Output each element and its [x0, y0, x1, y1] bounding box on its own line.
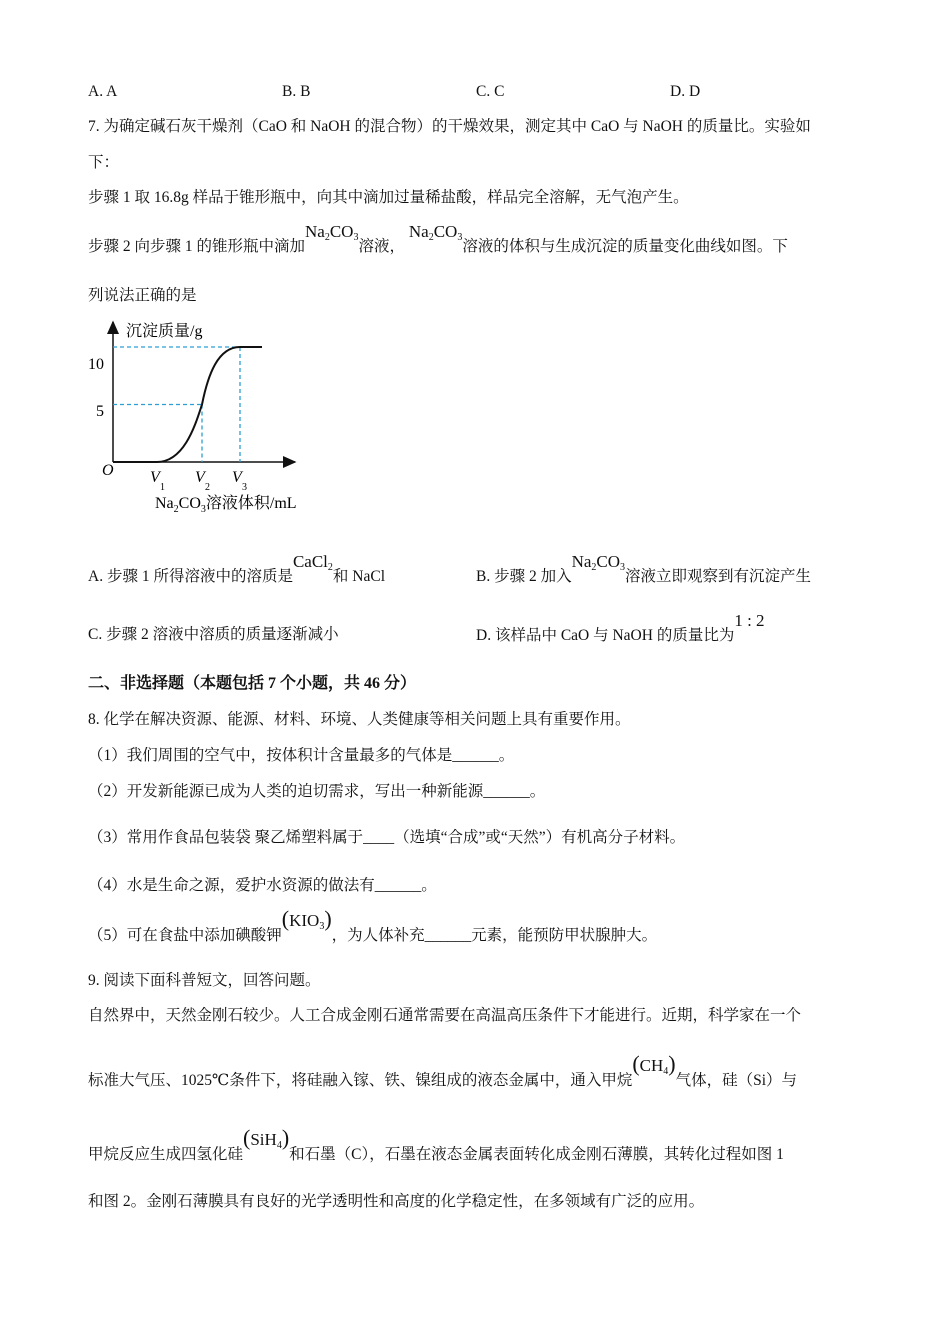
formula-na2co3: $Na_2CO_3$ — [305, 222, 359, 243]
q7-step2-text-b: 溶液， — [358, 238, 405, 255]
precipitate-chart — [80, 312, 360, 522]
x-axis-label: $Na_2CO_3$溶液体积/mL — [155, 495, 297, 515]
q7-step2-text-c: 溶液的体积与生成沉淀的质量变化曲线如图。下 — [462, 238, 788, 255]
q7-step1: 步骤 1 取 16.8g 样品于锥形瓶中，向其中滴加过量稀盐酸，样品完全溶解，无气泡产生。 — [88, 189, 689, 206]
q7-step2-text-a: 步骤 2 向步骤 1 的锥形瓶中滴加 — [88, 238, 306, 255]
q7-stem-line5: 列说法正确的是 — [88, 287, 197, 304]
q7-option-d: D. 该样品中 CaO 与 NaOH 的质量比为1 : 2 — [476, 611, 765, 644]
q7-option-c: C. 步骤 2 溶液中溶质的质量逐渐减小 — [88, 626, 339, 643]
y-tick-label: 10 — [88, 356, 104, 373]
q7-step2 — [88, 222, 788, 262]
q7-stem-line1: 7. 为确定碱石灰干燥剂（CaO 和 NaOH 的混合物）的干燥效果，测定其中 CaO 与 NaOH 的质量比。实验如 — [88, 118, 811, 135]
q8-part5: （5）可在食盐中添加碘酸钾$(KIO_3)$，为人体补充______元素，能预防甲状腺肿大。 — [88, 906, 658, 944]
section-title: 二、非选择题（本题包括 7 个小题，共 46 分） — [88, 675, 417, 692]
formula-cacl2: CaCl$_2$ — [292, 552, 333, 573]
q9-para-line1: 自然界中，天然金刚石较少。人工合成金刚石通常需要在高温高压条件下才能进行。近期，科学家在一个 — [88, 1007, 802, 1024]
formula-kio3: $(KIO_3)$ — [281, 906, 332, 932]
formula-sih4: (SiH$_4$) — [243, 1125, 290, 1151]
q9-para-line3: 甲烷反应生成四氢化硅(SiH$_4$)和石墨（C），石墨在液态金属表面转化成金刚石薄膜，其转化过程如图 1 — [88, 1125, 784, 1163]
q9-stem: 9. 阅读下面科普短文，回答问题。 — [88, 972, 321, 989]
q6-option-d: D. D — [670, 83, 701, 100]
q8-part3: （3）常用作食品包装袋 聚乙烯塑料属于____（选填“合成”或“天然”）有机高分子材料。 — [88, 829, 686, 846]
x-tick-label: V — [232, 469, 242, 486]
x-tick-label: V — [150, 469, 160, 486]
formula-ch4: $(CH_4)$ — [632, 1051, 676, 1077]
y-tick-label: 5 — [96, 403, 104, 420]
x-tick-label: V — [195, 469, 205, 486]
q9-para-line2: 标准大气压、1025℃条件下，将硅融入镓、铁、镍组成的液态金属中，通入甲烷$(CH_4)$气体，硅（Si）与 — [88, 1051, 798, 1089]
q9-para-line4: 和图 2。金刚石薄膜具有良好的光学透明性和高度的化学稳定性，在多领域有广泛的应用。 — [88, 1193, 705, 1210]
x-tick-subscript: 1 — [160, 482, 165, 493]
q8-stem: 8. 化学在解决资源、能源、材料、环境、人类健康等相关问题上具有重要作用。 — [88, 711, 631, 728]
q8-part2: （2）开发新能源已成为人类的迫切需求，写出一种新能源______。 — [88, 783, 546, 800]
origin-label: O — [102, 462, 114, 479]
q6-option-b: B. B — [282, 83, 311, 100]
q8-part4: （4）水是生命之源，爱护水资源的做法有______。 — [88, 877, 437, 894]
q6-option-c: C. C — [476, 83, 505, 100]
y-axis-label: 沉淀质量/g — [126, 323, 203, 340]
q7-stem-line2: 下： — [88, 154, 120, 171]
x-tick-subscript: 2 — [205, 482, 210, 493]
formula-na2co3: $Na_2CO_3$ — [571, 552, 626, 573]
q7-option-b: B. 步骤 2 加入$Na_2CO_3$溶液立即观察到有沉淀产生 — [476, 552, 812, 585]
q8-part1: （1）我们周围的空气中，按体积计含量最多的气体是______。 — [88, 747, 515, 764]
x-tick-subscript: 3 — [242, 482, 247, 493]
q6-option-a: A. A — [88, 83, 118, 100]
ratio-value: 1 : 2 — [734, 611, 765, 630]
q7-option-a: A. 步骤 1 所得溶液中的溶质是CaCl$_2$和 NaCl — [88, 552, 385, 585]
formula-na2co3: $Na_2CO_3$ — [408, 222, 463, 243]
